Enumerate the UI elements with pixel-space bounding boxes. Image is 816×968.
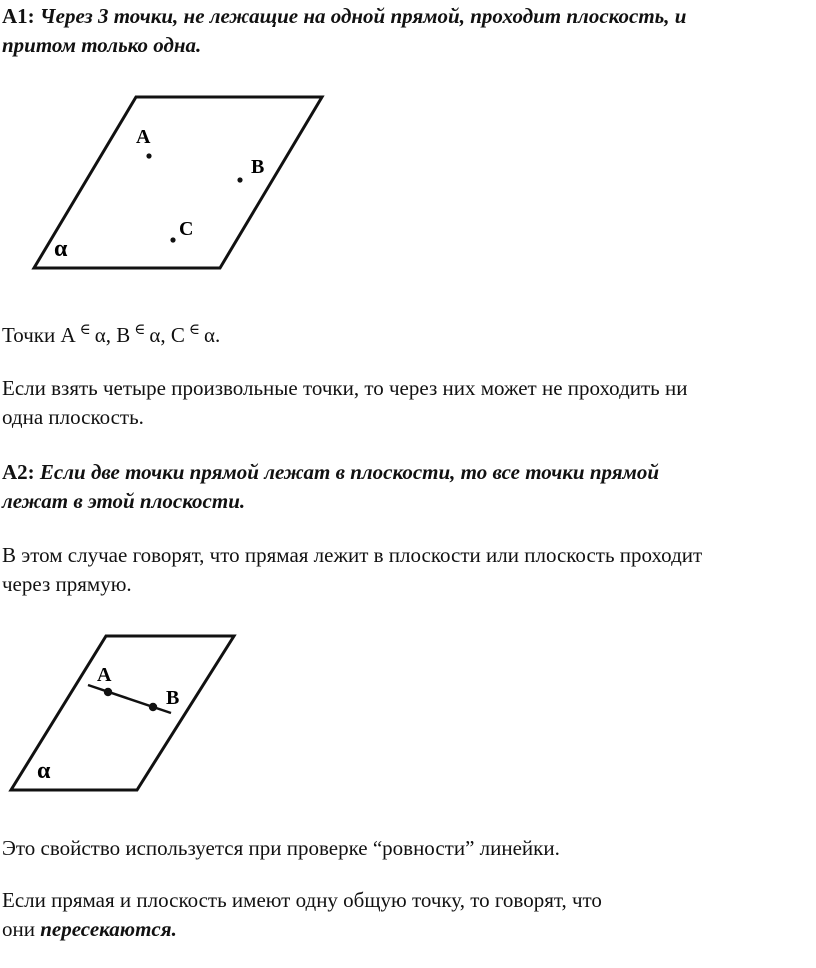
- paragraph-intersect-line2-prefix: они: [2, 917, 35, 941]
- membership-part2: α, В: [94, 323, 131, 347]
- axiom-a1-statement-line2: притом только одна.: [2, 33, 202, 57]
- point-a-dot: [146, 153, 151, 158]
- belongs-symbol-2: ∈: [134, 322, 146, 338]
- point-c-dot: [170, 237, 175, 242]
- point-b-label: B: [251, 156, 265, 178]
- paragraph-intersect: [2, 886, 814, 944]
- paragraph-four-points: [2, 374, 814, 432]
- axiom-a2-statement-line2: лежат в этой плоскости.: [2, 489, 246, 513]
- membership-suffix: α.: [203, 323, 221, 347]
- point-a-label: A: [136, 126, 151, 148]
- membership-part3: α, С: [149, 323, 185, 347]
- paragraph-line-in-plane-line2: через прямую.: [2, 572, 132, 596]
- paragraph-ruler: [2, 834, 814, 863]
- point-b-dot: [237, 177, 242, 182]
- belongs-symbol-3: ∈: [188, 322, 200, 338]
- axiom-a2: [2, 458, 814, 516]
- point-b2-dot: [149, 703, 157, 711]
- point-a2-label: A: [97, 664, 112, 686]
- plane-alpha-1-label: α: [54, 236, 68, 262]
- point-a2-dot: [104, 688, 112, 696]
- membership-prefix: Точки А: [2, 323, 76, 347]
- line-ab: [88, 685, 171, 713]
- paragraph-four-points-line2: одна плоскость.: [2, 405, 144, 429]
- paragraph-intersect-term: пересекаются.: [40, 917, 177, 941]
- paragraph-intersect-line1: Если прямая и плоскость имеют одну общую точку, то говорят, что: [2, 888, 602, 912]
- paragraph-line-in-plane: [2, 541, 814, 599]
- axiom-a2-label: А2:: [2, 460, 35, 484]
- membership-line: [2, 321, 814, 353]
- point-b2-label: B: [166, 687, 180, 709]
- axiom-a1-statement-line1: Через 3 точки, не лежащие на одной прямой, проходит плоскость, и: [39, 4, 687, 28]
- axiom-a2-statement-line1: Если две точки прямой лежат в плоскости, то все точки прямой: [39, 460, 660, 484]
- paragraph-four-points-line1: Если взять четыре произвольные точки, то через них может не проходить ни: [2, 376, 688, 400]
- axiom-a1-label: А1:: [2, 4, 35, 28]
- paragraph-ruler-text: Это свойство используется при проверке “ровности” линейки.: [2, 836, 560, 860]
- belongs-symbol-1: ∈: [79, 322, 91, 338]
- plane-alpha-2-label: α: [37, 758, 51, 784]
- paragraph-line-in-plane-line1: В этом случае говорят, что прямая лежит в плоскости или плоскость проходит: [2, 543, 703, 567]
- plane-alpha-1: [34, 97, 322, 268]
- point-c-label: C: [179, 218, 194, 240]
